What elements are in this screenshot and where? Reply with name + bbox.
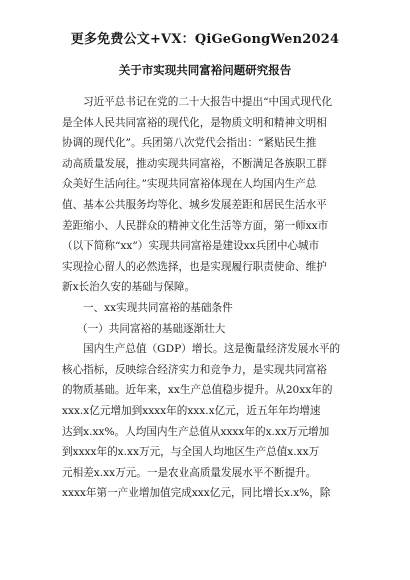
body-line: xxx.x亿元增加到xxxx年的xxx.x亿元，近五年年均增速 [62,404,321,417]
body-line: 新x长治久安的基础与保障。 [62,281,196,294]
body-line: 习近平总书记在党的二十大报告中提出“中国式现代化 [83,96,333,108]
document-body [62,92,354,504]
body-line: 的物质基础。近年来，xx生产总值稳步提升。从20xx年的 [62,384,333,397]
body-line: 到xxxx年的x.xx万元，与全国人均地区生产总值x.xx万 [62,446,320,459]
body-line: 协调的现代化”。兵团第八次党代会指出：“紧贴民生推 [62,137,317,150]
body-line: 差距缩小、人民群众的精神文化生活等方面，第一师xx市 [62,219,329,232]
body-line: 动高质量发展，推动实现共同富裕，不断满足各族职工群 [62,157,327,170]
header-banner: 更多免费公文+VX：QiGeGongWen2024 [70,32,340,47]
subsection-heading: （一）共同富裕的基础逐渐壮大 [77,322,226,335]
body-line: 众美好生活向往。”实现共同富裕体现在人均国内生产总 [62,178,317,191]
body-line: 是全体人民共同富裕的现代化，是物质文明和精神文明相 [62,116,327,129]
body-line: 国内生产总值（GDP）增长。这是衡量经济发展水平的 [83,343,341,356]
section-heading: 一、xx实现共同富裕的基础条件 [83,301,233,314]
body-line: （以下简称“xx”）实现共同富裕是建设xx兵团中心城市 [62,240,320,253]
body-line: 核心指标，反映综合经济实力和竞争力，是实现共同富裕 [62,363,327,376]
body-line: xxxx年第一产业增加值完成xxx亿元，同比增长x.x%，除 [62,487,331,500]
body-line: 实现捡心留人的必然选择，也是实现履行职责使命、维护 [62,260,327,273]
document-title: 关于市实现共同富裕问题研究报告 [118,63,292,77]
body-line: 元相差x.xx万元。一是农业高质量发展水平不断提升。 [62,466,317,479]
body-line: 达到x.xx%。人均国内生产总值从xxxx年的x.xx万元增加 [62,425,330,438]
body-line: 值、基本公共服务均等化、城乡发展差距和居民生活水平 [62,198,327,211]
